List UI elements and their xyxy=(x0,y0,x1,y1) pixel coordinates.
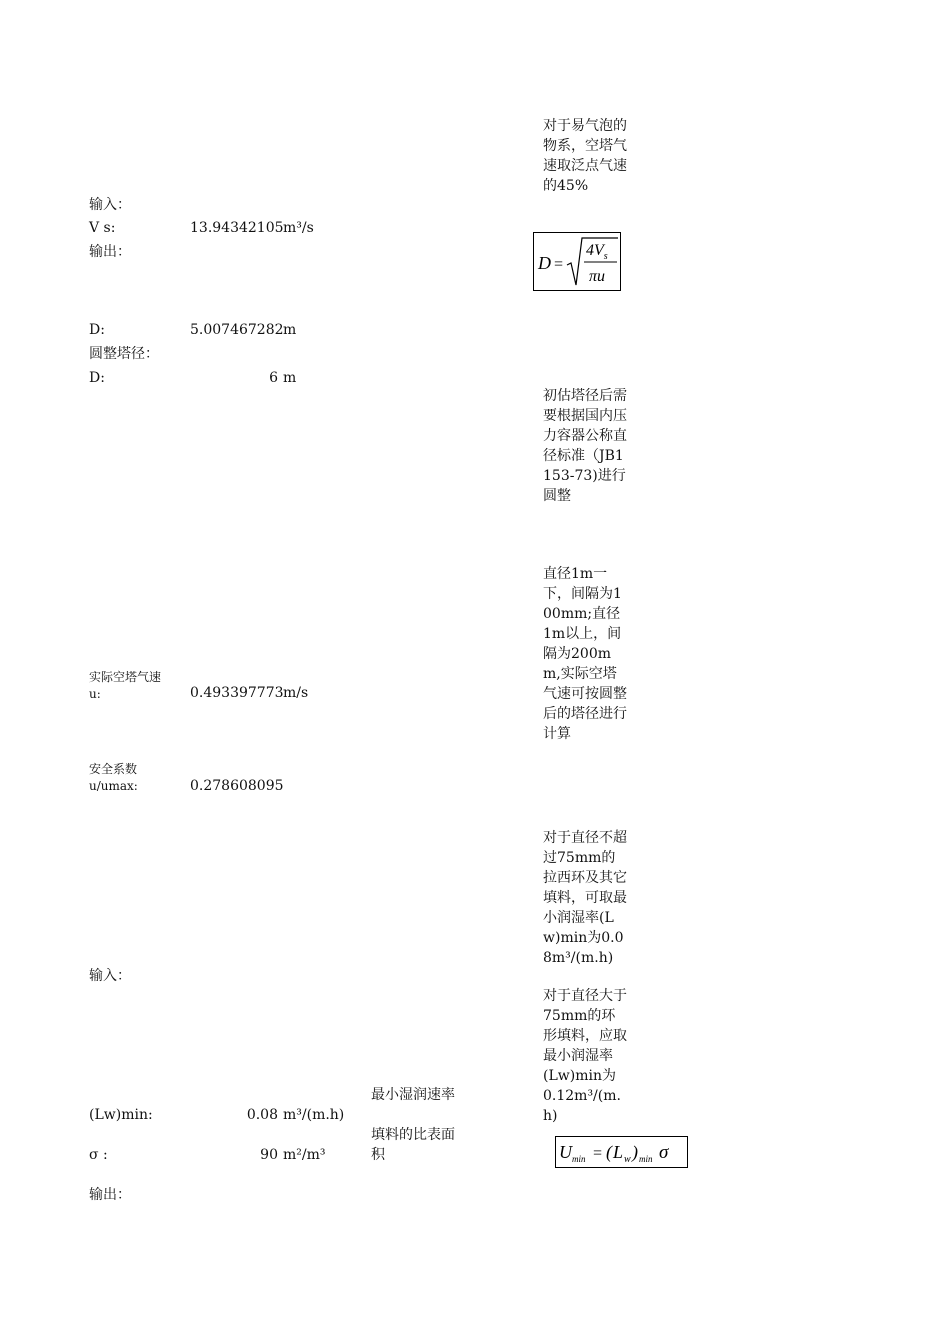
d-rounded-value: 6 xyxy=(269,370,278,386)
sigma-description: 填料的比表面积 xyxy=(371,1127,455,1163)
d-unit: m xyxy=(283,322,297,338)
input-heading-2: 输入： xyxy=(89,968,131,984)
svg-text:L: L xyxy=(613,1142,624,1162)
svg-text:σ: σ xyxy=(659,1142,669,1163)
lw-min-value: 0.08 xyxy=(246,1107,278,1123)
min-wetting-formula-image xyxy=(555,1136,688,1168)
safety-factor-label-line1: 安全系数 xyxy=(89,762,138,776)
note-large-packing: 对于直径大于75mm的环形填料，应取最小润湿率(Lw)min为0.12m³/(m.h) xyxy=(543,988,627,1124)
input-heading: 输入： xyxy=(89,197,131,213)
svg-text:4Vs: $4V_s$ xyxy=(586,242,608,262)
u-label-line1: 实际空塔气速 xyxy=(89,670,162,684)
note-rounding-standard: 初估塔径后需要根据国内压力容器公称直径标准（JB1153-73)进行圆整 xyxy=(543,388,627,504)
safety-factor-value: 0.278608095 xyxy=(190,778,284,794)
sigma-value: 90 xyxy=(260,1147,278,1163)
lw-min-unit: m³/(m.h) xyxy=(283,1107,345,1123)
svg-text:w: w xyxy=(624,1154,631,1165)
diameter-formula-image xyxy=(533,232,621,291)
diameter-formula-svg xyxy=(534,233,620,290)
safety-factor-label-line2: u/umax: xyxy=(89,779,138,793)
note-foam-system: 对于易气泡的物系，空塔气速取泛点气速的45% xyxy=(543,118,627,194)
sigma-unit: m²/m³ xyxy=(283,1147,326,1163)
lw-min-description: 最小湿润速率 xyxy=(371,1087,455,1103)
svg-text:min: min xyxy=(572,1154,586,1164)
svg-text:=: = xyxy=(553,256,564,273)
lw-min-label: (Lw)min: xyxy=(89,1107,153,1123)
d-rounded-unit: m xyxy=(283,370,297,386)
output-heading: 输出： xyxy=(89,244,131,260)
vs-label: V s: xyxy=(89,220,116,236)
min-wetting-formula-svg xyxy=(556,1137,687,1167)
svg-text:U: U xyxy=(559,1142,572,1162)
vs-value: 13.94342105 xyxy=(190,220,284,236)
d-value: 5.007467282 xyxy=(190,322,284,338)
d-label: D: xyxy=(89,322,105,338)
svg-text:(: ( xyxy=(606,1142,612,1162)
svg-text:min: min xyxy=(639,1154,653,1164)
note-diameter-interval: 直径1m一下，间隔为100mm;直径1m以上，间隔为200mm,实际空塔气速可按圆整后的塔径进行计算 xyxy=(543,566,627,742)
output-heading-2: 输出： xyxy=(89,1187,131,1203)
u-label-line2: u: xyxy=(89,687,101,701)
svg-text:=: = xyxy=(592,1145,603,1162)
sigma-label: σ : xyxy=(89,1147,108,1163)
svg-text:): ) xyxy=(632,1142,638,1162)
svg-text:πu: πu xyxy=(589,268,606,285)
note-small-packing: 对于直径不超过75mm的拉西环及其它填料，可取最小润湿率(Lw)min为0.08m³/(m.h) xyxy=(543,830,627,966)
u-unit: m/s xyxy=(283,685,309,701)
vs-unit: m³/s xyxy=(283,220,314,236)
svg-text:D: D xyxy=(538,253,551,273)
u-value: 0.493397773 xyxy=(190,685,284,701)
d-rounded-label: D: xyxy=(89,370,105,386)
rounded-diameter-heading: 圆整塔径： xyxy=(89,346,159,362)
